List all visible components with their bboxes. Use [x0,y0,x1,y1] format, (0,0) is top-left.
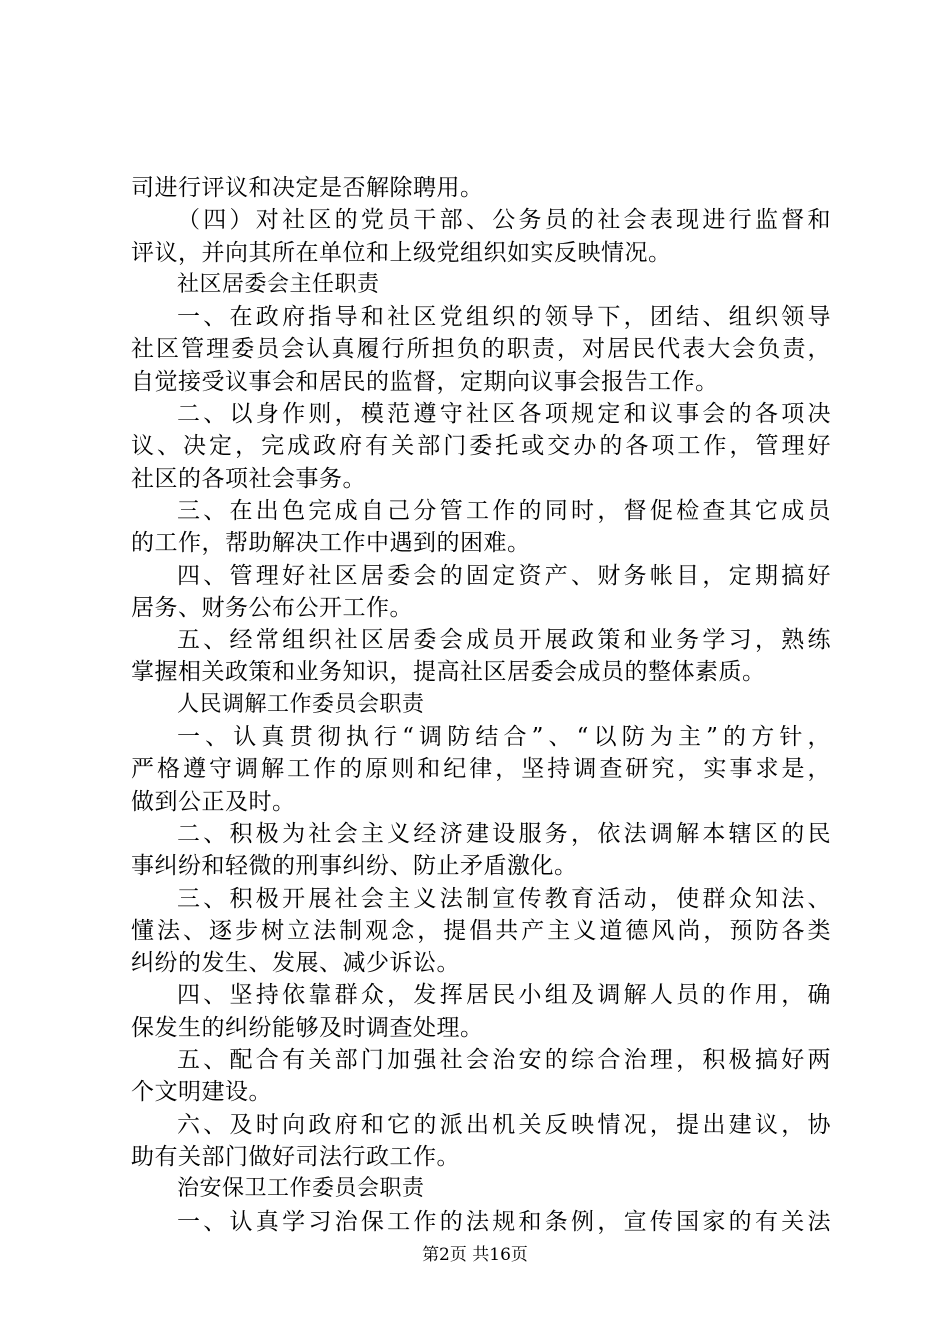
text-line: 纠纷的发生、发展、减少诉讼。 [131,950,460,977]
section-heading: 治安保卫工作委员会职责 [177,1176,425,1202]
section-heading: 社区居委会主任职责 [177,271,380,297]
text-line: 四、管理好社区居委会的固定资产、财务帐目，定期搞好 [177,562,831,589]
text-line: 懂法、逐步树立法制观念，提倡共产主义道德风尚，预防各类 [131,917,831,944]
document-body [131,172,831,1238]
text-line: 事纠纷和轻微的刑事纠纷、防止矛盾激化。 [131,853,578,880]
text-line: 评议，并向其所在单位和上级党组织如实反映情况。 [131,239,672,266]
text-line: 助有关部门做好司法行政工作。 [131,1143,460,1170]
text-line: 司进行评议和决定是否解除聘用。 [131,175,484,201]
text-line: 一、认真学习治保工作的法规和条例，宣传国家的有关法 [177,1208,831,1235]
text-line: 二、以身作则，模范遵守社区各项规定和议事会的各项决 [177,401,831,428]
text-line: 六、及时向政府和它的派出机关反映情况，提出建议，协 [177,1111,831,1138]
text-line: 掌握相关政策和业务知识，提高社区居委会成员的整体素质。 [131,659,766,686]
text-line: 社区管理委员会认真履行所担负的职责，对居民代表大会负责， [131,336,831,363]
text-line: 四、坚持依靠群众，发挥居民小组及调解人员的作用，确 [177,982,831,1009]
text-line: 居务、财务公布公开工作。 [131,594,413,621]
text-line: 三、在出色完成自己分管工作的同时，督促检查其它成员 [177,497,831,524]
text-line: 保发生的纠纷能够及时调查处理。 [131,1014,484,1041]
text-line: 二、积极为社会主义经济建设服务，依法调解本辖区的民 [177,820,831,847]
page-footer [0,1243,950,1267]
text-line: 三、积极开展社会主义法制宣传教育活动，使群众知法、 [177,885,831,912]
text-line: 的工作，帮助解决工作中遇到的困难。 [131,530,531,557]
page-number: 第2页 共16页 [422,1245,528,1265]
text-line: 五、配合有关部门加强社会治安的综合治理，积极搞好两 [177,1047,831,1074]
text-line: 个文明建设。 [131,1079,272,1106]
text-line: （四）对社区的党员干部、公务员的社会表现进行监督和 [177,207,831,234]
text-line: 做到公正及时。 [131,788,296,815]
text-line: 社区的各项社会事务。 [131,465,366,492]
section-heading: 人民调解工作委员会职责 [177,691,425,717]
text-line: 一、认真贯彻执行“调防结合”、“以防为主”的方针， [177,724,831,751]
text-line: 五、经常组织社区居委会成员开展政策和业务学习，熟练 [177,627,831,654]
text-line: 自觉接受议事会和居民的监督，定期向议事会报告工作。 [131,368,719,395]
text-line: 议、决定，完成政府有关部门委托或交办的各项工作，管理好 [131,433,831,460]
text-line: 严格遵守调解工作的原则和纪律，坚持调查研究，实事求是， [131,756,831,783]
text-line: 一、在政府指导和社区党组织的领导下，团结、组织领导 [177,304,831,331]
